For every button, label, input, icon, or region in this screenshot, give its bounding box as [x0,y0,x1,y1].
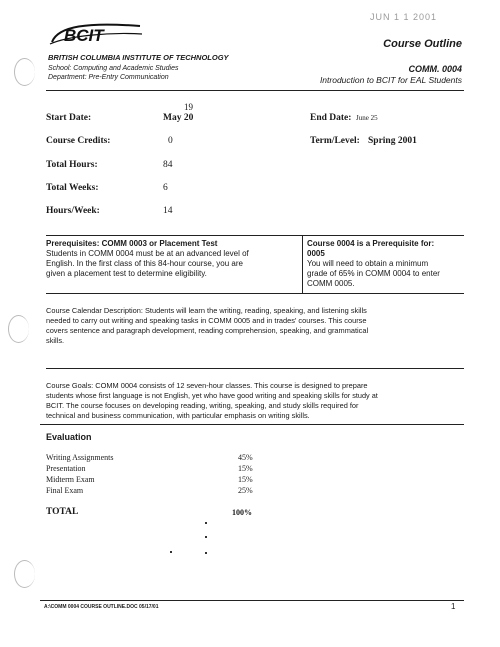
institute-name: BRITISH COLUMBIA INSTITUTE OF TECHNOLOGY [48,53,229,62]
prereq-for-heading: Course 0004 is a Prerequisite for: [307,239,435,248]
eval-value-midterm: 15% [238,475,253,484]
eval-value-writing: 45% [238,453,253,462]
received-date-stamp: JUN 1 1 2001 [370,12,438,22]
prereq-line-1: Students in COMM 0004 must be at an advanced level of [46,249,249,258]
punch-hole-top [14,58,35,86]
prereq-for-line-1: You will need to obtain a minimum [307,259,429,268]
total-weeks-label: Total Weeks: [46,183,99,193]
scan-speck [205,522,207,524]
calendar-line-3: covers sentence and paragraph development, reading comprehension, speaking, and grammatical [46,326,369,335]
calendar-line-2: needed to carry out writing and speaking tasks in COMM 0005 and in trades' courses. This course [46,316,367,325]
goals-line-2: students whose first language is not English, yet who have good writing and speaking skills for study at [46,391,378,400]
prereq-heading: Prerequisites: COMM 0003 or Placement Test [46,239,218,248]
course-title: Introduction to BCIT for EAL Students [319,75,462,85]
hours-per-week-value: 14 [163,206,173,216]
prereq-column-divider [302,235,303,293]
goals-divider [40,424,464,425]
course-code: COMM. 0004 [408,64,462,74]
eval-label-presentation: Presentation [46,464,86,473]
course-credits-value: 0 [168,136,173,146]
goals-line-4: technical and business communication, with particular emphasis on writing skills. [46,411,310,420]
term-level-label: Term/Level: [310,136,360,146]
prereq-for-line-2: grade of 65% in COMM 0004 to enter [307,269,440,278]
prereq-bottom-divider [46,293,464,294]
header-divider [46,90,464,91]
page-number: 1 [451,602,456,611]
school-name: School: Computing and Academic Studies [48,65,179,72]
start-date-value: May 20 [163,113,194,123]
scan-speck [170,551,172,553]
eval-total-value: 100% [232,508,252,517]
footer-divider [40,600,464,601]
eval-label-writing: Writing Assignments [46,453,114,462]
calendar-line-4: skills. [46,336,65,345]
term-level-value: Spring 2001 [368,136,417,146]
total-weeks-value: 6 [163,183,168,193]
prereq-top-divider [46,235,464,236]
department-name: Department: Pre-Entry Communication [48,74,169,81]
evaluation-heading: Evaluation [46,432,92,442]
prereq-for-line-3: COMM 0005. [307,279,355,288]
prereq-for-course: 0005 [307,249,325,258]
eval-value-final: 25% [238,486,253,495]
calendar-line-1: Course Calendar Description: Students will learn the writing, reading, speaking, and listening skills [46,306,367,315]
prereq-line-3: given a placement test to determine eligibility. [46,269,207,278]
prereq-line-2: English. In the first class of this 84-hour course, you are [46,259,243,268]
hours-per-week-label: Hours/Week: [46,206,100,216]
calendar-divider [46,368,464,369]
total-hours-value: 84 [163,160,173,170]
eval-label-midterm: Midterm Exam [46,475,95,484]
punch-hole-bottom [14,560,35,588]
footer-file-path: A:\COMM 0004 COURSE OUTLINE.DOC 05/17/01 [44,604,159,610]
course-credits-label: Course Credits: [46,136,111,146]
scan-speck [205,536,207,538]
end-date-label: End Date: [310,113,352,123]
svg-text:BCIT: BCIT [64,26,104,45]
bcit-logo [48,22,144,46]
doc-type-title: Course Outline [383,38,462,50]
goals-line-1: Course Goals: COMM 0004 consists of 12 seven-hour classes. This course is designed to prepare [46,381,368,390]
eval-label-final: Final Exam [46,486,84,495]
start-date-annotation: 19 [184,102,193,112]
start-date-label: Start Date: [46,113,92,123]
goals-line-3: BCIT. The course focuses on developing reading, writing, speaking, and study skills required for [46,401,359,410]
eval-value-presentation: 15% [238,464,253,473]
scan-speck [205,552,207,554]
eval-total-label: TOTAL [46,507,79,517]
total-hours-label: Total Hours: [46,160,98,170]
end-date-value: June 25 [356,114,378,122]
punch-hole-middle [8,315,29,343]
